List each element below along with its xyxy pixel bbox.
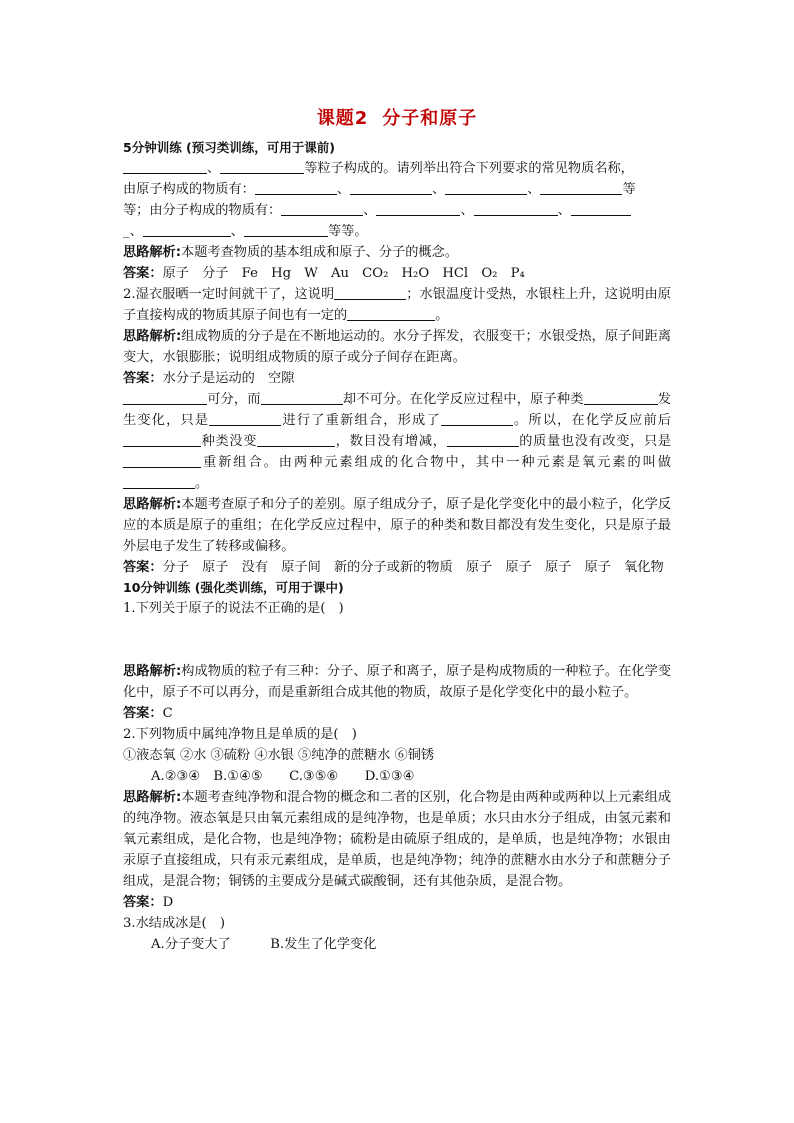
analysis-4: 思路解析:构成物质的粒子有三种：分子、原子和离子，原子是构成物质的一种粒子。在化学变化中，原子不可以再分，而是重新组合成其他的物质，故原子是化学变化中的最小粒子。	[123, 664, 672, 700]
answer-3: 答案：分子 原子 没有 原子间 新的分子或新的物质 原子 原子 原子 原子 氧化物	[123, 560, 664, 575]
question-4: 1.下列关于原子的说法不正确的是( )	[123, 601, 344, 616]
analysis-1: 思路解析:本题考查物质的基本组成和原子、分子的概念。	[123, 245, 458, 260]
analysis-2: 思路解析:组成物质的分子是在不断地运动的。水分子挥发，衣服变干；水银受热，原子间距离变大，水银膨胀；说明组成物质的原子或分子间存在距离。	[123, 329, 672, 365]
answer-blank	[123, 159, 207, 174]
title-main: 课题2	[316, 108, 369, 129]
question-2: 2.湿衣服晒一定时间就干了，这说明 ；水银温度计受热，水银柱上升，这说明由原子直接构成的物质其原子间也有一定的 。	[123, 287, 671, 323]
title-sub: 分子和原子	[382, 108, 478, 129]
question-5-options: A.②③④ B.①④⑤ C.③⑤⑥ D.①③④	[151, 769, 415, 784]
question-1: 、 等粒子构成的。请列举出符合下列要求的常见物质名称， 由原子构成的物质有： 、 、 、 等 等；由分子构成的物质有： 、 、 、 _、 、 等等。	[123, 161, 636, 239]
section-heading-10min: 10分钟训练 (强化类训练，可用于课中)	[123, 580, 344, 595]
analysis-5: 思路解析:本题考查纯净物和混合物的概念和二者的区别，化合物是由两种或两种以上元素组成的纯净物。液态氧是只由氧元素组成的是纯净物，也是单质；水只由水分子组成，由氢元素和氧元素组成，是化合物，也是纯净物；硫粉是由硫原子组成的，是单质，也是纯净物；水银由汞原子直接组成，只有汞元素组成，是单质，也是纯净物；纯净的蔗糖水由水分子和蔗糖分子组成，是混合物；铜锈的主要成分是碱式碳酸铜，还有其他杂质，是混合物。	[123, 790, 672, 889]
question-6-options: A.分子变大了 B.发生了化学变化	[151, 937, 377, 952]
question-5-items: ①液态氧 ②水 ③硫粉 ④水银 ⑤纯净的蔗糖水 ⑥铜锈	[123, 748, 435, 763]
analysis-3: 思路解析:本题考查原子和分子的差别。原子组成分子，原子是化学变化中的最小粒子，化学反应的本质是原子的重组；在化学反应过程中，原子的种类和数目都没有发生变化，只是原子最外层电子发生了转移或偏移。	[123, 497, 672, 554]
question-3: 可分，而 却不可分。在化学反应过程中，原子种类 发生变化，只是 进行了重新组合，形成了 。所以，在化学反应前后种类没变 ，数目没有增减， 的质量也没有改变，只是重新组合。由两种元素组成的化合物中，其中一种元素是氧元素的叫做。	[123, 392, 672, 491]
answer-1: 答案：原子 分子 Fe Hg W Au CO₂ H₂O HCl O₂ P₄	[123, 266, 525, 281]
answer-5: 答案：D	[123, 895, 174, 910]
question-5: 2.下列物质中属纯净物且是单质的是( )	[123, 727, 357, 742]
answer-blank	[220, 159, 304, 174]
page-title	[123, 104, 671, 130]
answer-4: 答案：C	[123, 706, 173, 721]
document-page	[123, 104, 671, 955]
answer-2: 答案：水分子是运动的 空隙	[123, 371, 295, 386]
section-heading-5min: 5分钟训练 (预习类训练，可用于课前)	[123, 140, 335, 155]
blank-space	[123, 619, 671, 661]
question-6: 3.水结成冰是( )	[123, 916, 225, 931]
